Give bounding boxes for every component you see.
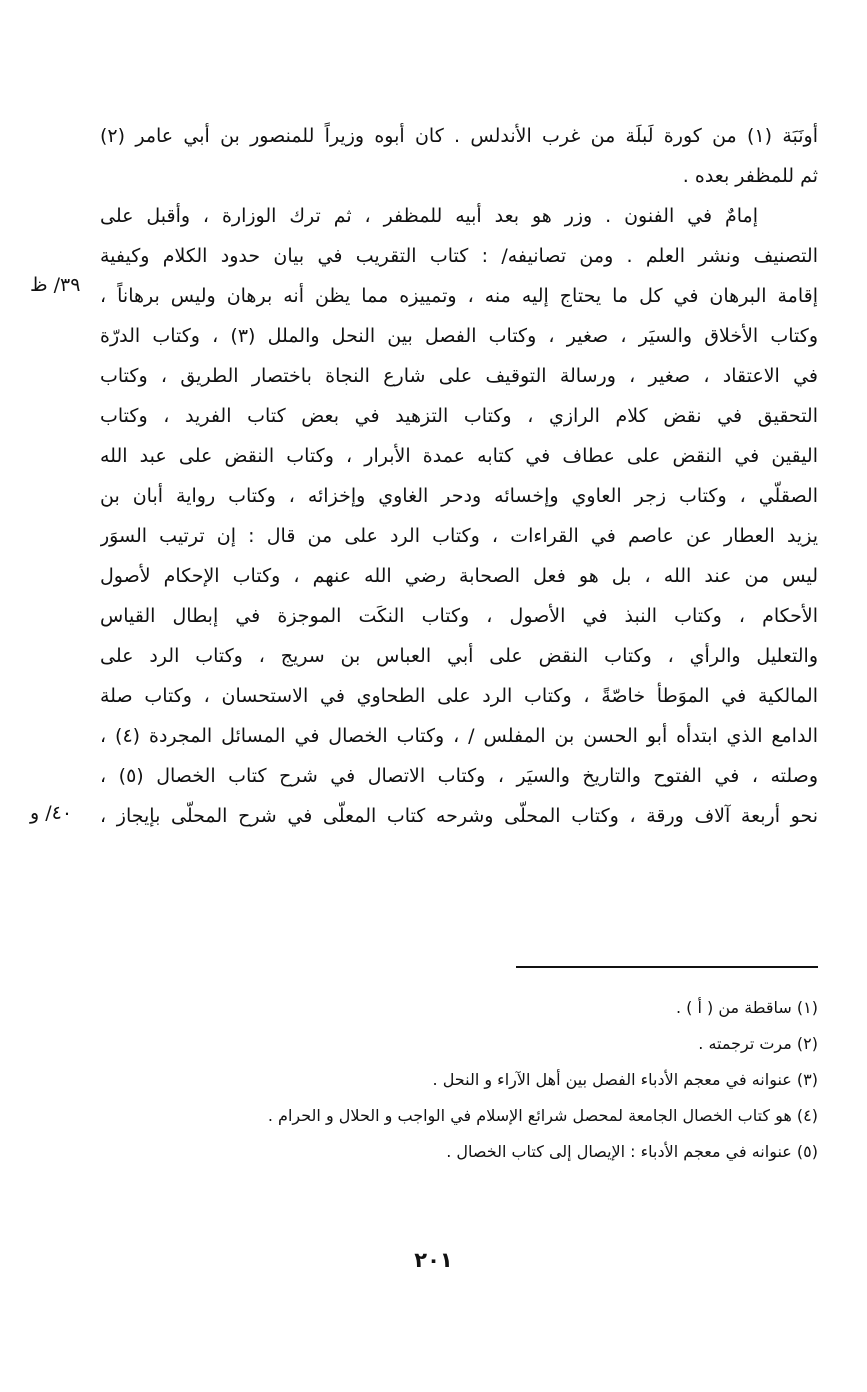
text-line: اليقين في النقض على عطاف في كتابه عمدة الأبرار ، وكتاب النقض على عبد الله <box>100 445 818 467</box>
text-line: أونَبَة (١) من كورة لَبلَة من غرب الأندلس . كان أبوه وزيراً للمنصور بن أبي عامر (٢) <box>100 125 818 147</box>
folio-marker: ٤٠/ و <box>30 802 73 824</box>
text-line: التصنيف ونشر العلم . ومن تصانيفه/ : كتاب التقريب في بيان حدود الكلام وكيفية <box>100 245 818 267</box>
page-number: ٢٠١ <box>414 1248 453 1272</box>
footnotes-block <box>100 990 818 1170</box>
footnote: (٥) عنوانه في معجم الأدباء : الإيصال إلى كتاب الخصال . <box>446 1142 818 1161</box>
text-line: والتعليل والرأي ، وكتاب النقض على أبي العباس بن سريج ، وكتاب الرد على <box>100 645 818 667</box>
footnote: (٣) عنوانه في معجم الأدباء الفصل بين أهل الآراء و النحل . <box>432 1070 818 1089</box>
text-line: الأحكام ، وكتاب النبذ في الأصول ، وكتاب النكَت الموجزة في إبطال القياس <box>100 605 818 627</box>
text-line: ليس من عند الله ، بل هو فعل الصحابة رضي الله عنهم ، وكتاب الإحكام لأصول <box>100 565 818 587</box>
text-line: وكتاب الأخلاق والسيَر ، صغير ، وكتاب الفصل بين النحل والملل (٣) ، وكتاب الدرّة <box>100 325 818 347</box>
text-line: وصلته ، في الفتوح والتاريخ والسيَر ، وكتاب الاتصال في شرح كتاب الخصال (٥) ، <box>100 765 818 787</box>
folio-marker: ٣٩/ ظ <box>30 274 81 296</box>
footnote: (٢) مرت ترجمته . <box>698 1034 818 1053</box>
text-line: المالكية في الموَطأ خاصّةً ، وكتاب الرد على الطحاوي في الاستحسان ، وكتاب صلة <box>100 685 818 707</box>
text-line: التحقيق في نقض كلام الرازي ، وكتاب التزهيد في بعض كتاب الفريد ، وكتاب <box>100 405 818 427</box>
text-line: يزيد العطار عن عاصم في القراءات ، وكتاب الرد على من قال : إن ترتيب السوَر <box>100 525 818 547</box>
text-line: ثم للمظفر بعده . <box>682 165 818 187</box>
main-text-block <box>100 116 818 836</box>
text-line: في الاعتقاد ، صغير ، ورسالة التوقيف على شارع النجاة باختصار الطريق ، وكتاب <box>100 365 818 387</box>
text-line: الدامع الذي ابتدأه أبو الحسن بن المفلس / ، وكتاب الخصال في المسائل المجردة (٤) ، <box>100 725 818 747</box>
footnote-separator <box>516 966 818 968</box>
text-line: الصقلّي ، وكتاب زجر العاوي وإخسائه ودحر الغاوي وإخزائه ، وكتاب رواية أبان بن <box>100 485 818 507</box>
footnote: (٤) هو كتاب الخصال الجامعة لمحصل شرائع الإسلام في الواجب و الحلال و الحرام . <box>267 1106 818 1125</box>
paragraph-start-line: إمامٌ في الفنون . وزر هو بعد أبيه للمظفر ، ثم ترك الوزارة ، وأقبل على <box>100 205 758 227</box>
text-line: إقامة البرهان في كل ما يحتاج إليه منه ، وتمييزه مما يظن أنه برهان وليس برهاناً ، <box>100 285 818 307</box>
text-line: نحو أربعة آلاف ورقة ، وكتاب المحلّى وشرحه كتاب المعلّى في شرح المحلّى بإيجاز ، <box>100 805 818 827</box>
footnote: (١) ساقطة من ( أ ) . <box>676 998 818 1017</box>
